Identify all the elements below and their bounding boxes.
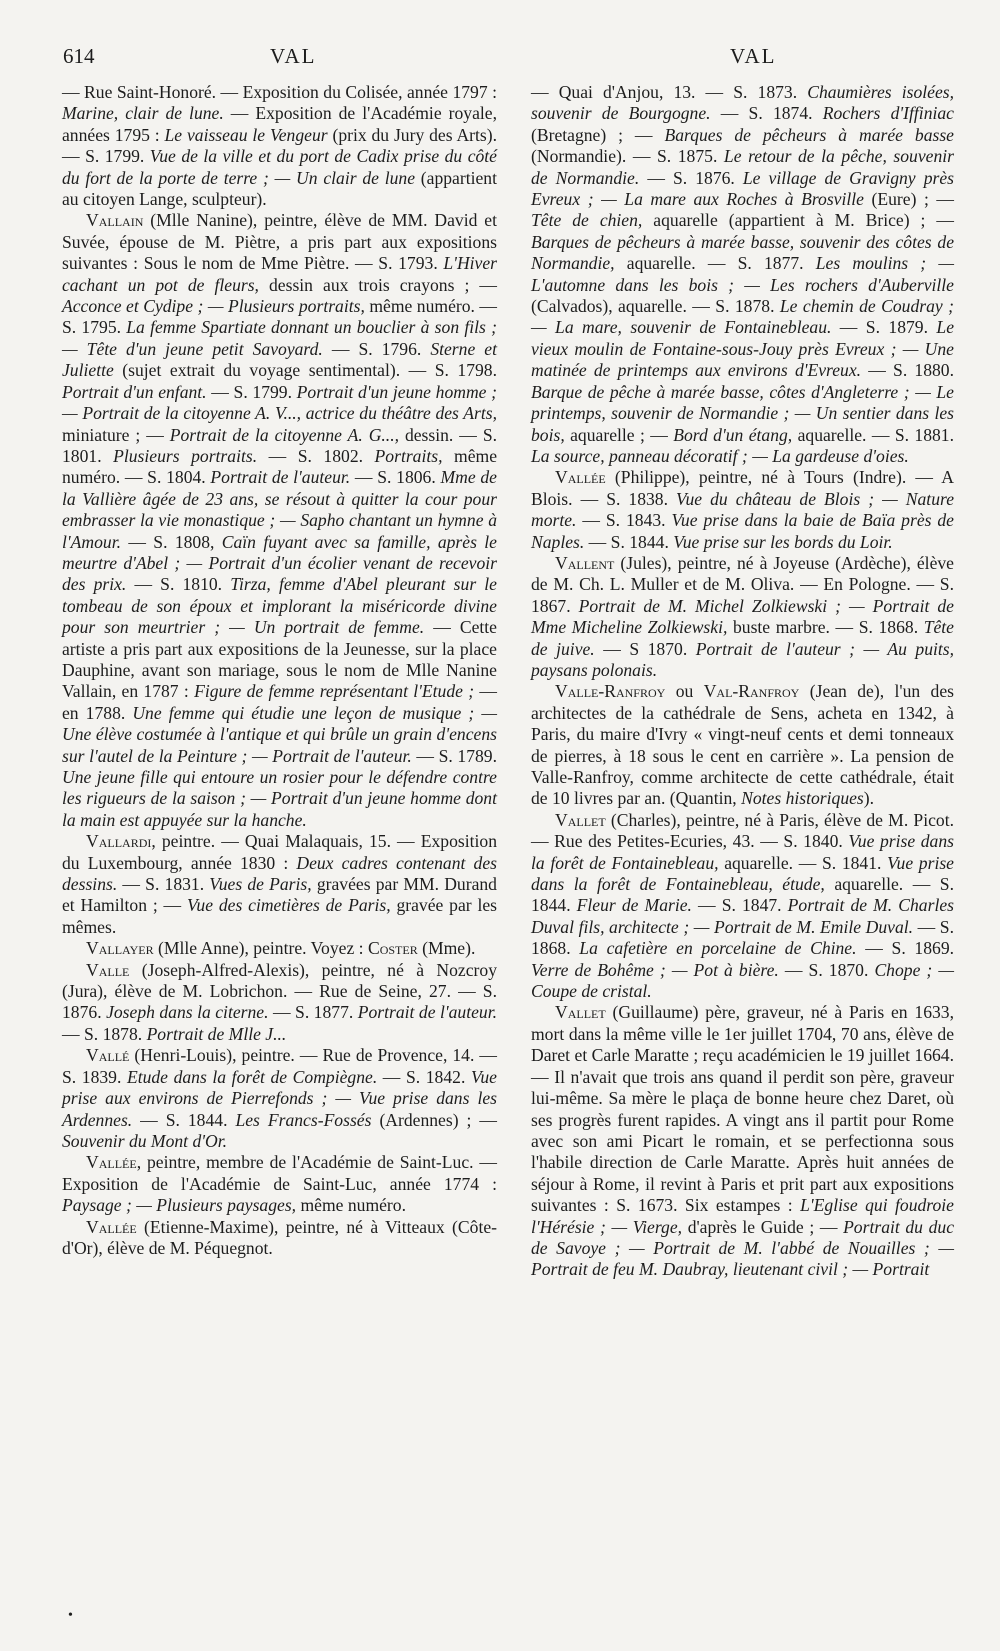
entry-text: (Normandie). — S. 1875. — [531, 146, 724, 167]
artwork-title: Portrait de M. Michel Zolkiewski ; — Portrait de Mme Micheline Zolkiewski, — [531, 595, 954, 638]
artwork-title: Souvenir du Mont d'Or. — [62, 1130, 228, 1151]
entry-text: (prix du Jury des Arts). — S. 1799. — [62, 124, 498, 167]
artwork-title: Verre de Bohême ; — Pot à bière. — [531, 959, 779, 980]
entry-text: — S. 1802. — [257, 445, 375, 466]
entry-text: (Jules), peintre, né à Joyeuse (Ardèche), élève de M. Ch. L. Muller et de M. Oliva. — En Pologne. — S. 1867. — [531, 552, 954, 616]
artwork-title: Barques de pêcheurs à marée basse — [664, 124, 954, 145]
dictionary-entry — [62, 1217, 497, 1260]
artwork-title: Paysage ; — Plusieurs paysages, — [62, 1195, 297, 1216]
artwork-title: Vue des cimetières de Paris, — [186, 895, 391, 916]
dictionary-entry — [531, 553, 954, 681]
right-column — [531, 82, 954, 1281]
artwork-title: Chaumières isolées, souvenir de Bourgogne. — [531, 82, 954, 124]
artwork-title: Plusieurs portraits. — [113, 445, 258, 466]
entry-text: dessin aux trois crayons ; — — [258, 274, 497, 295]
entry-text: — S. 1831. — [117, 874, 210, 895]
entry-text: même numéro. — [296, 1195, 406, 1216]
entry-text: (Mlle Anne), peintre. Voyez : — [153, 938, 368, 959]
entry-headword: Valle — [86, 959, 130, 980]
artwork-title: Bord d'un étang, — [673, 424, 793, 445]
artwork-title: Une femme qui étudie une leçon de musique ; — Une élève costumée à l'antique et qui brûle un grain d'encens sur l'autel de la Peinture ; — Portrait de l'auteur. — [62, 702, 497, 766]
entry-text: (appartient au citoyen Lange, sculpteur). — [62, 167, 497, 210]
entry-text: — S. 1806. — [350, 467, 441, 488]
artwork-title: Portrait de l'auteur ; — Au puits, paysans polonais. — [531, 638, 955, 680]
entry-text: — S. 1870. — [778, 959, 875, 980]
entry-text: — S. 1844. — [584, 531, 674, 552]
artwork-title: Vue du château de Blois ; — Nature morte. — [531, 488, 954, 531]
entry-text: — S. 1877. — [268, 1002, 358, 1023]
artwork-title: Vues de Paris, — [209, 874, 312, 895]
artwork-title: Le vaisseau le Vengeur — [164, 124, 328, 145]
page-header — [0, 44, 1000, 80]
dictionary-entry — [62, 938, 497, 959]
entry-headword: Val-Ranfroy — [703, 681, 800, 702]
page-number: 614 — [63, 44, 95, 68]
entry-text: — S. 1789. — [411, 745, 498, 766]
entry-text: — S. 1876. — [639, 167, 743, 188]
entry-text: — S. 1847. — [691, 895, 788, 916]
artwork-title: Portrait de Mlle J... — [146, 1023, 287, 1044]
running-head-right: VAL — [730, 44, 777, 68]
entry-headword: Vallée — [86, 1152, 137, 1173]
entry-text: — S. 1843. — [576, 510, 672, 531]
artwork-title: Le retour de la pêche, souvenir de Normandie. — [531, 146, 954, 188]
entry-headword: Vallain — [86, 210, 144, 231]
entry-text: , peintre. — Quai Malaquais, 15. — Exposition du Luxembourg, année 1830 : — [62, 831, 497, 873]
entry-text: — en 1788. — [62, 681, 497, 723]
artwork-title: Marine, clair de lune. — [62, 103, 224, 124]
entry-text: aquarelle. — S. 1844. — [531, 874, 954, 916]
artwork-title: L'Hiver cachant un pot de fleurs, — [62, 253, 497, 295]
artwork-title: Portrait d'un enfant. — [62, 381, 207, 402]
artwork-title: La cafetière en porcelaine de Chine. — [579, 938, 857, 959]
artwork-title: Sterne et Juliette — [62, 338, 497, 381]
entry-text: (Calvados), aquarelle. — S. 1878. — [531, 296, 780, 317]
entry-text: (Jean de), l'un des architectes de la cathédrale de Sens, acheta en 1342, à Paris, du maire d'Ivry « vingt-neuf cents et demi tonneaux de pierres, à 18 sous le cent en carrière ». La pension de Valle-Ranfroy, comme architecte de cette cathédrale, était de 10 livres par an. (Quantin, — [531, 681, 955, 809]
entry-text: — Cette artiste a pris part aux expositions de la Jeunesse, sur la place Dauphine, avant son mariage, sous le nom de Mlle Nanine Vallain, en 1787 : — [62, 617, 497, 702]
entry-text: aquarelle ; — — [564, 424, 674, 445]
artwork-title: Barques de pêcheurs à marée basse, souvenir des côtes de Normandie, — [531, 231, 954, 274]
dictionary-entry — [531, 681, 954, 809]
entry-text: — Quai d'Anjou, 13. — S. 1873. — [531, 82, 808, 102]
artwork-title: Le chemin de Coudray ; — La mare, souvenir de Fontainebleau. — [531, 296, 954, 338]
artwork-title: Portrait de la citoyenne A. G..., — [169, 424, 399, 445]
artwork-title: Portrait de l'auteur. — [210, 467, 351, 488]
entry-text: aquarelle. — S. 1841. — [718, 852, 888, 873]
dictionary-entry — [62, 960, 497, 1046]
artwork-title: Etude dans la forêt de Compiègne. — [126, 1066, 378, 1087]
entry-text: — S. 1810. — [126, 574, 231, 595]
entry-text: — Exposition de l'Académie royale, années 1795 : — [62, 103, 497, 145]
artwork-title: Deux cadres contenant des dessins. — [62, 852, 497, 895]
running-head-left: VAL — [270, 44, 317, 68]
entry-headword: Vallet — [555, 809, 606, 830]
entry-headword: Vallayer — [86, 938, 154, 959]
dictionary-entry — [62, 82, 497, 210]
artwork-title: Tête de juive. — [531, 617, 954, 659]
entry-text: (Eure) ; — — [863, 189, 954, 210]
dictionary-entry — [531, 810, 954, 1003]
entry-text: — S. 1880. — [861, 360, 954, 381]
artwork-title: Portrait de l'auteur. — [357, 1002, 498, 1023]
entry-text: buste marbre. — S. 1868. — [727, 617, 924, 638]
entry-text: d'après le Guide ; — — [682, 1216, 844, 1237]
entry-text: gravée par les mêmes. — [62, 895, 498, 937]
artwork-title: Barque de pêche à marée basse, côtes d'Angleterre ; — Le printemps, souvenir de Normandie ; — Un sentier dans les bois, — [531, 381, 954, 445]
artwork-title: Caïn fuyant avec sa famille, après le meurtre d'Abel ; — Portrait d'un écolier venant de recevoir des prix. — [62, 531, 497, 595]
left-column — [62, 82, 497, 1259]
artwork-title: Figure de femme représentant l'Etude ; — [194, 681, 475, 702]
entry-headword: Vallet — [555, 1002, 606, 1023]
artwork-title: Tête de chien, — [531, 210, 643, 231]
entry-headword: Vallée — [86, 1216, 137, 1237]
artwork-title: Acconce et Cydipe ; — Plusieurs portraits, — [62, 296, 365, 317]
entry-text: (Philippe), peintre, né à Tours (Indre). — A Blois. — S. 1838. — [531, 467, 954, 509]
entry-text: aquarelle (appartient à M. Brice) ; — — [642, 210, 954, 231]
artwork-title: Fleur de Marie. — [576, 895, 692, 916]
artwork-title: Les moulins ; — L'automne dans les bois ; — Les rochers d'Auberville — [531, 253, 955, 295]
entry-text: (Ardennes) ; — — [371, 1109, 497, 1130]
dictionary-entry — [531, 467, 954, 553]
dictionary-entry — [531, 82, 954, 467]
entry-text: — S. 1868. — [531, 916, 954, 959]
artwork-title: Portrait du duc de Savoye ; — Portrait de M. l'abbé de Nouailles ; — Portrait de feu M. Daubray, lieutenant civil ; — Portrait — [531, 1216, 954, 1280]
artwork-title: Rochers d'Iffiniac — [822, 103, 954, 124]
entry-headword: Valle-Ranfroy — [555, 681, 666, 702]
entry-headword: Coster — [367, 938, 418, 959]
artwork-title: Vue prise sur les bords du Loir. — [673, 531, 893, 552]
dictionary-entry — [62, 831, 497, 938]
artwork-title: Portraits, — [374, 445, 443, 466]
entry-text: même numéro. — S. 1795. — [62, 296, 497, 338]
entry-text: — S. 1878. — [62, 1023, 147, 1044]
entry-text: — Rue Saint-Honoré. — Exposition du Colisée, année 1797 : — [62, 82, 497, 102]
entry-text: même numéro. — S. 1804. — [62, 445, 498, 488]
artwork-title: Notes historiques — [741, 788, 864, 809]
entry-text: (Guillaume) père, graveur, né à Paris en 1633, mort dans la même ville le 1er juillet 1704, 70 ans, élève de Daret et Carle Maratte ; reçu académicien le 19 juillet 1664. — Il n'avait que trois ans quand il perdit son père, graveur lui-même. Sa mère le plaça de bonne heure chez Daret, où ses progrès furent rapides. A vingt ans il partit pour Rome avec son ami Picart le romain, et se perfectionna sous l'habile direction de Carle Maratte. Après huit années de séjour à Rome, il revint à Paris et prit part aux expositions suivantes : S. 1673. Six estampes : — [531, 1002, 954, 1216]
artwork-title: Vue prise aux environs de Pierrefonds ; — Vue prise dans les Ardennes. — [62, 1066, 497, 1130]
entry-text: (sujet extrait du voyage sentimental). — S. 1798. — [113, 360, 497, 381]
artwork-title: Joseph dans la citerne. — [106, 1002, 269, 1023]
entry-text: — S. 1808, — [121, 531, 222, 552]
entry-text: — S. 1879. — [831, 317, 937, 338]
entry-text: miniature ; — — [62, 424, 170, 445]
artwork-title: Portrait de M. Charles Duval fils, architecte ; — Portrait de M. Emile Duval. — [531, 895, 954, 937]
entry-text: dessin. — S. 1801. — [62, 424, 497, 466]
entry-text: — S. 1869. — [856, 938, 955, 959]
dictionary-entry — [531, 1002, 954, 1280]
artwork-title: Mme de la Vallière âgée de 23 ans, se résout à quitter la cour pour embrasser la vie monastique ; — Sapho chantant un hymne à l'Amour. — [62, 467, 497, 552]
entry-text: (Mme). — [417, 938, 476, 959]
artwork-title: Le village de Gravigny près Evreux ; — La mare aux Roches à Brosville — [531, 167, 954, 210]
artwork-title: Une jeune fille qui entoure un rosier pour le défendre contre les rigueurs de la saison ; — Portrait d'un jeune homme dont la main est appuyée sur la hanche. — [62, 767, 497, 830]
entry-text: (Etienne-Maxime), peintre, né à Vitteaux (Côte-d'Or), élève de M. Péquegnot. — [62, 1216, 497, 1258]
artwork-title: La source, panneau décoratif ; — La gardeuse d'oies. — [531, 445, 909, 466]
entry-text: ou — [665, 681, 704, 702]
artwork-title: Tirza, femme d'Abel pleurant sur le tombeau de son époux et implorant la miséricorde divine pour son meurtrier ; — Un portrait de femme. — [62, 574, 497, 638]
entry-text: — S. 1796. — [322, 338, 431, 359]
footer-mark: • — [68, 1608, 73, 1623]
entry-text: aquarelle. — S. 1881. — [792, 424, 954, 445]
artwork-title: Vue prise dans la baie de Baïa près de Naples. — [531, 510, 954, 552]
artwork-title: Chope ; — Coupe de cristal. — [531, 959, 955, 1002]
entry-text: (Charles), peintre, né à Paris, élève de M. Picot. — Rue des Petites-Ecuries, 43. — S. 1840. — [531, 809, 954, 852]
artwork-title: Portrait d'un jeune homme ; — Portrait de la citoyenne A. V..., actrice du théâtre des Arts, — [62, 381, 498, 424]
entry-text: gravées par MM. Durand et Hamilton ; — — [62, 874, 497, 916]
entry-text: (Mlle Nanine), peintre, élève de MM. David et Suvée, épouse de M. Piètre, a pris part aux expositions suivantes : Sous le nom de Mme Piètre. — S. 1793. — [62, 210, 497, 274]
entry-text: (Bretagne) ; — — [531, 124, 665, 145]
entry-text: aquarelle. — S. 1877. — [614, 253, 816, 274]
entry-text: (Joseph-Alfred-Alexis), peintre, né à Nozcroy (Jura), élève de M. Lobrichon. — Rue de Seine, 27. — S. 1876. — [62, 959, 497, 1023]
entry-text: — S. 1874. — [710, 103, 823, 124]
artwork-title: Les Francs-Fossés — [235, 1109, 372, 1130]
entry-headword: Vallée — [555, 467, 606, 488]
entry-headword: Vallent — [555, 552, 615, 573]
artwork-title: Le vieux moulin de Fontaine-sous-Jouy près Evreux ; — Une matinée de printemps aux environs d'Evreux. — [531, 317, 954, 381]
artwork-title: L'Eglise qui foudroie l'Hérésie ; — Vierge, — [531, 1195, 954, 1237]
entry-text: — S. 1842. — [377, 1066, 471, 1087]
entry-headword: Vallardi — [86, 831, 152, 852]
artwork-title: Vue prise dans la forêt de Fontainebleau, — [531, 831, 954, 873]
dictionary-entry — [62, 1152, 497, 1216]
entry-text: (Henri-Louis), peintre. — Rue de Provence, 14. — S. 1839. — [62, 1045, 497, 1087]
entry-text: ). — [863, 788, 875, 809]
artwork-title: Vue prise dans la forêt de Fontainebleau, étude, — [531, 852, 954, 895]
entry-text: , peintre, membre de l'Académie de Saint-Luc. — Exposition de l'Académie de Saint-Luc, année 1774 : — [62, 1152, 497, 1194]
artwork-title: La femme Spartiate donnant un bouclier à son fils ; — Tête d'un jeune petit Savoyard. — [62, 317, 497, 359]
entry-text: — S 1870. — [594, 638, 696, 659]
entry-headword: Vallé — [86, 1045, 130, 1066]
artwork-title: Vue de la ville et du port de Cadix prise du côté du fort de la porte de terre ; — Un clair de lune — [62, 146, 497, 188]
dictionary-entry — [62, 210, 497, 831]
dictionary-entry — [62, 1045, 497, 1152]
entry-text: — S. 1844. — [132, 1109, 236, 1130]
entry-text: — S. 1799. — [206, 381, 297, 402]
